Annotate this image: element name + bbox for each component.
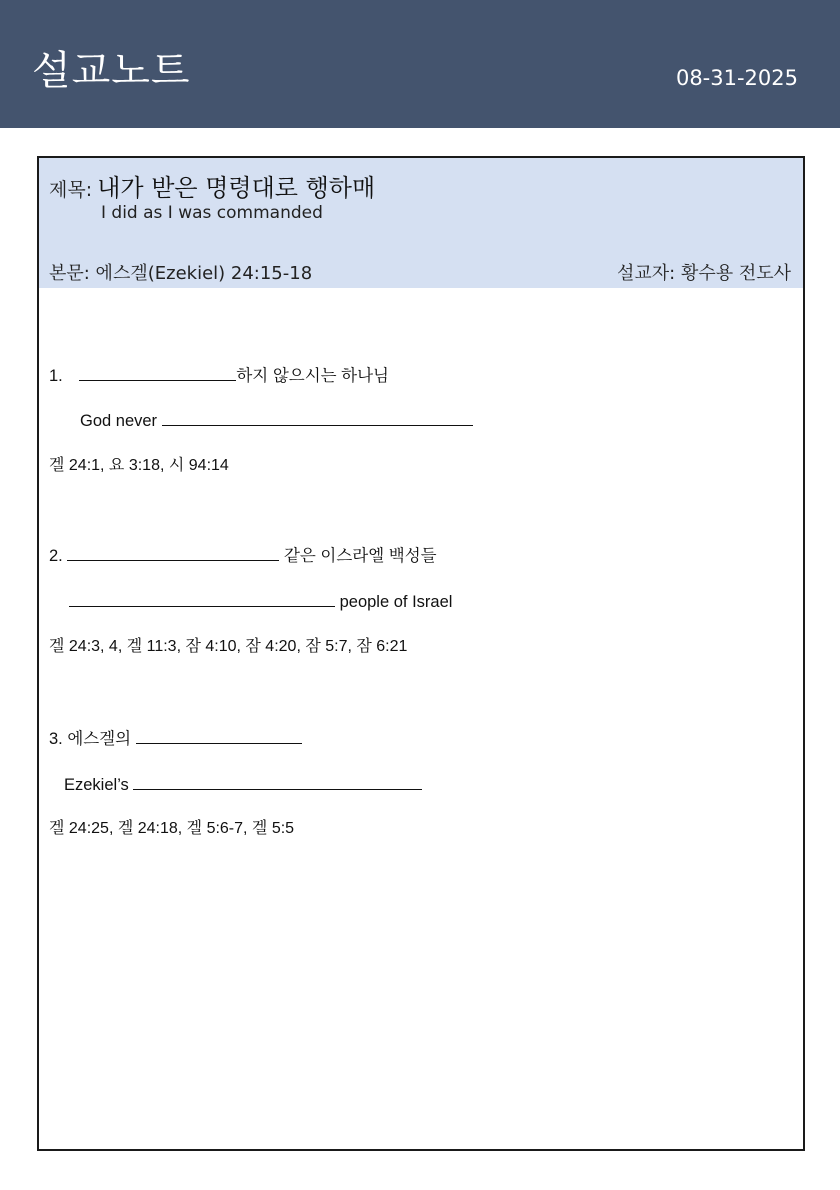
- fill-in-blank[interactable]: [69, 591, 335, 607]
- point-2-english-line: [69, 591, 452, 612]
- title-label: 제목:: [49, 179, 93, 201]
- fill-in-blank[interactable]: [67, 545, 279, 561]
- point-english-text: people of Israel: [339, 593, 453, 611]
- point-2-references: 겔 24:3, 4, 겔 11:3, 잠 4:10, 잠 4:20, 잠 5:7, 잠 6:21: [49, 638, 408, 655]
- point-1-korean-line: [49, 365, 389, 386]
- point-2-korean-line: [49, 545, 437, 566]
- point-english-text: Ezekiel’s: [64, 776, 129, 794]
- point-1-references: 겔 24:1, 요 3:18, 시 94:14: [49, 457, 229, 474]
- point-korean-text: 에스겔의: [67, 730, 132, 748]
- fill-in-blank[interactable]: [79, 365, 236, 381]
- point-korean-text: 같은 이스라엘 백성들: [283, 547, 437, 565]
- fill-in-blank[interactable]: [136, 728, 302, 744]
- sermon-title-line: [49, 168, 375, 203]
- point-1-english-line: [80, 410, 473, 431]
- scripture-reference: 본문: 에스겔(Ezekiel) 24:15-18: [49, 263, 313, 284]
- point-3-references: 겔 24:25, 겔 24:18, 겔 5:6-7, 겔 5:5: [49, 820, 295, 837]
- sermon-title-korean: 내가 받은 명령대로 행하매: [97, 174, 376, 202]
- point-number: 2.: [49, 547, 63, 565]
- point-korean-text: 하지 않으시는 하나님: [236, 367, 389, 385]
- point-number: 1.: [49, 367, 63, 385]
- preacher-name: 설교자: 황수용 전도사: [617, 263, 791, 284]
- sermon-note-box: [37, 156, 805, 1151]
- fill-in-blank[interactable]: [162, 410, 473, 426]
- point-3-english-line: [64, 774, 422, 795]
- banner-title: 설교노트: [32, 48, 191, 94]
- point-english-text: God never: [80, 412, 158, 430]
- point-number: 3.: [49, 730, 63, 748]
- point-3-korean-line: [49, 728, 302, 749]
- fill-in-blank[interactable]: [133, 774, 422, 790]
- sermon-title-english: I did as I was commanded: [101, 203, 323, 223]
- sermon-header: [39, 158, 803, 288]
- banner-date: 08-31-2025: [675, 66, 798, 90]
- top-banner: [0, 0, 840, 128]
